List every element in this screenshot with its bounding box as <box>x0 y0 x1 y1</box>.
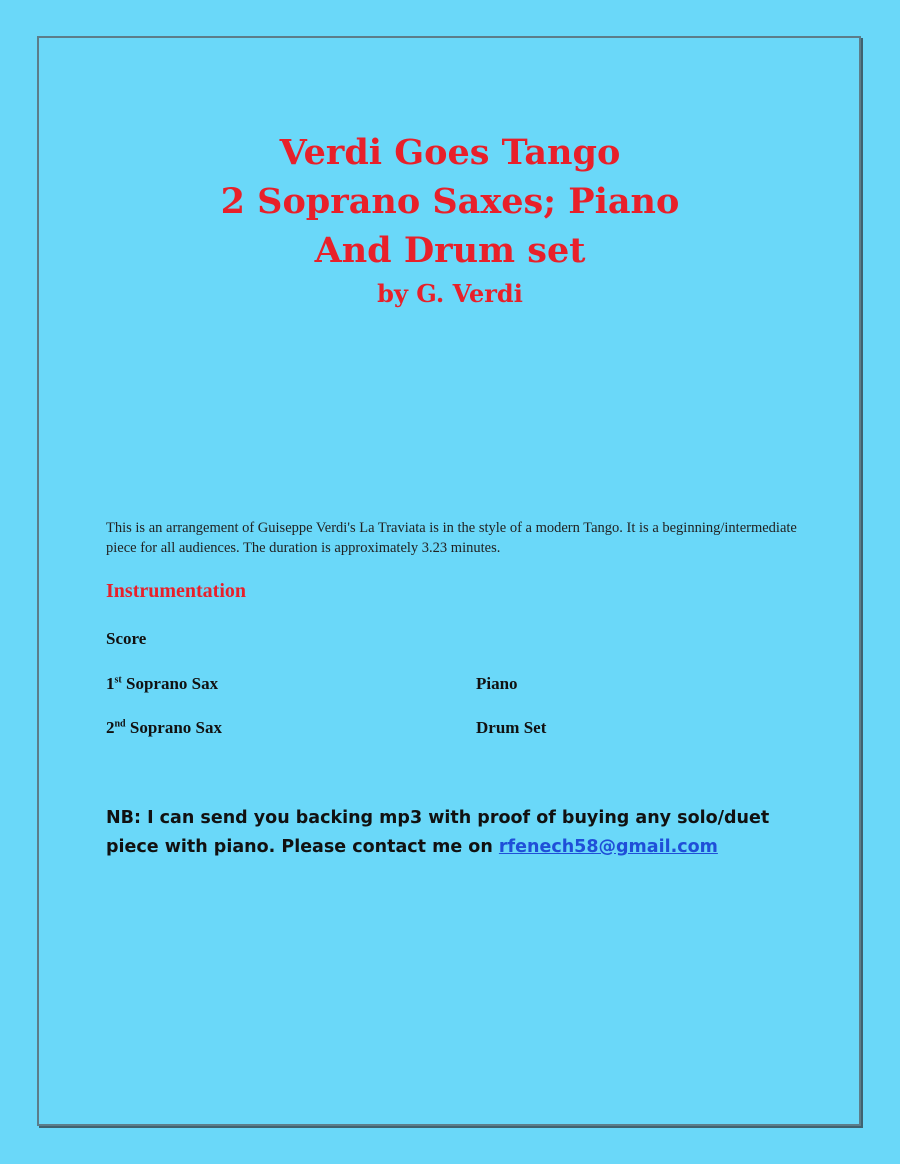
second-sax-suffix: nd <box>114 718 126 730</box>
title-line-3: And Drum set <box>314 230 586 271</box>
first-soprano-sax <box>106 674 218 694</box>
second-sax-name: Soprano Sax <box>125 718 222 737</box>
title-line-2: 2 Soprano Saxes; Piano <box>220 181 680 222</box>
title-block <box>0 128 900 313</box>
note <box>106 804 806 862</box>
second-sax-ordinal: 2 <box>106 718 115 737</box>
drum-set-label: Drum Set <box>476 718 547 737</box>
score-label: Score <box>106 629 147 648</box>
title-line-1: Verdi Goes Tango <box>279 132 621 173</box>
description: This is an arrangement of Guiseppe Verdi's La Traviata is in the style of a modern Tango. It is a beginning/intermediate piece for all audiences. The duration is approximately 3.23 minutes. <box>106 520 797 556</box>
email-link[interactable]: rfenech58@gmail.com <box>498 837 718 857</box>
first-sax-name: Soprano Sax <box>121 674 219 693</box>
instrumentation-heading: Instrumentation <box>106 580 247 602</box>
piano-label: Piano <box>476 674 518 693</box>
first-sax-suffix: st <box>114 674 122 686</box>
second-soprano-sax <box>106 718 222 738</box>
note-text: NB: I can send you backing mp3 with proof of buying any solo/duet piece with piano. Please contact me on <box>106 808 770 857</box>
composer-line: by G. Verdi <box>377 279 523 308</box>
first-sax-ordinal: 1 <box>106 674 115 693</box>
